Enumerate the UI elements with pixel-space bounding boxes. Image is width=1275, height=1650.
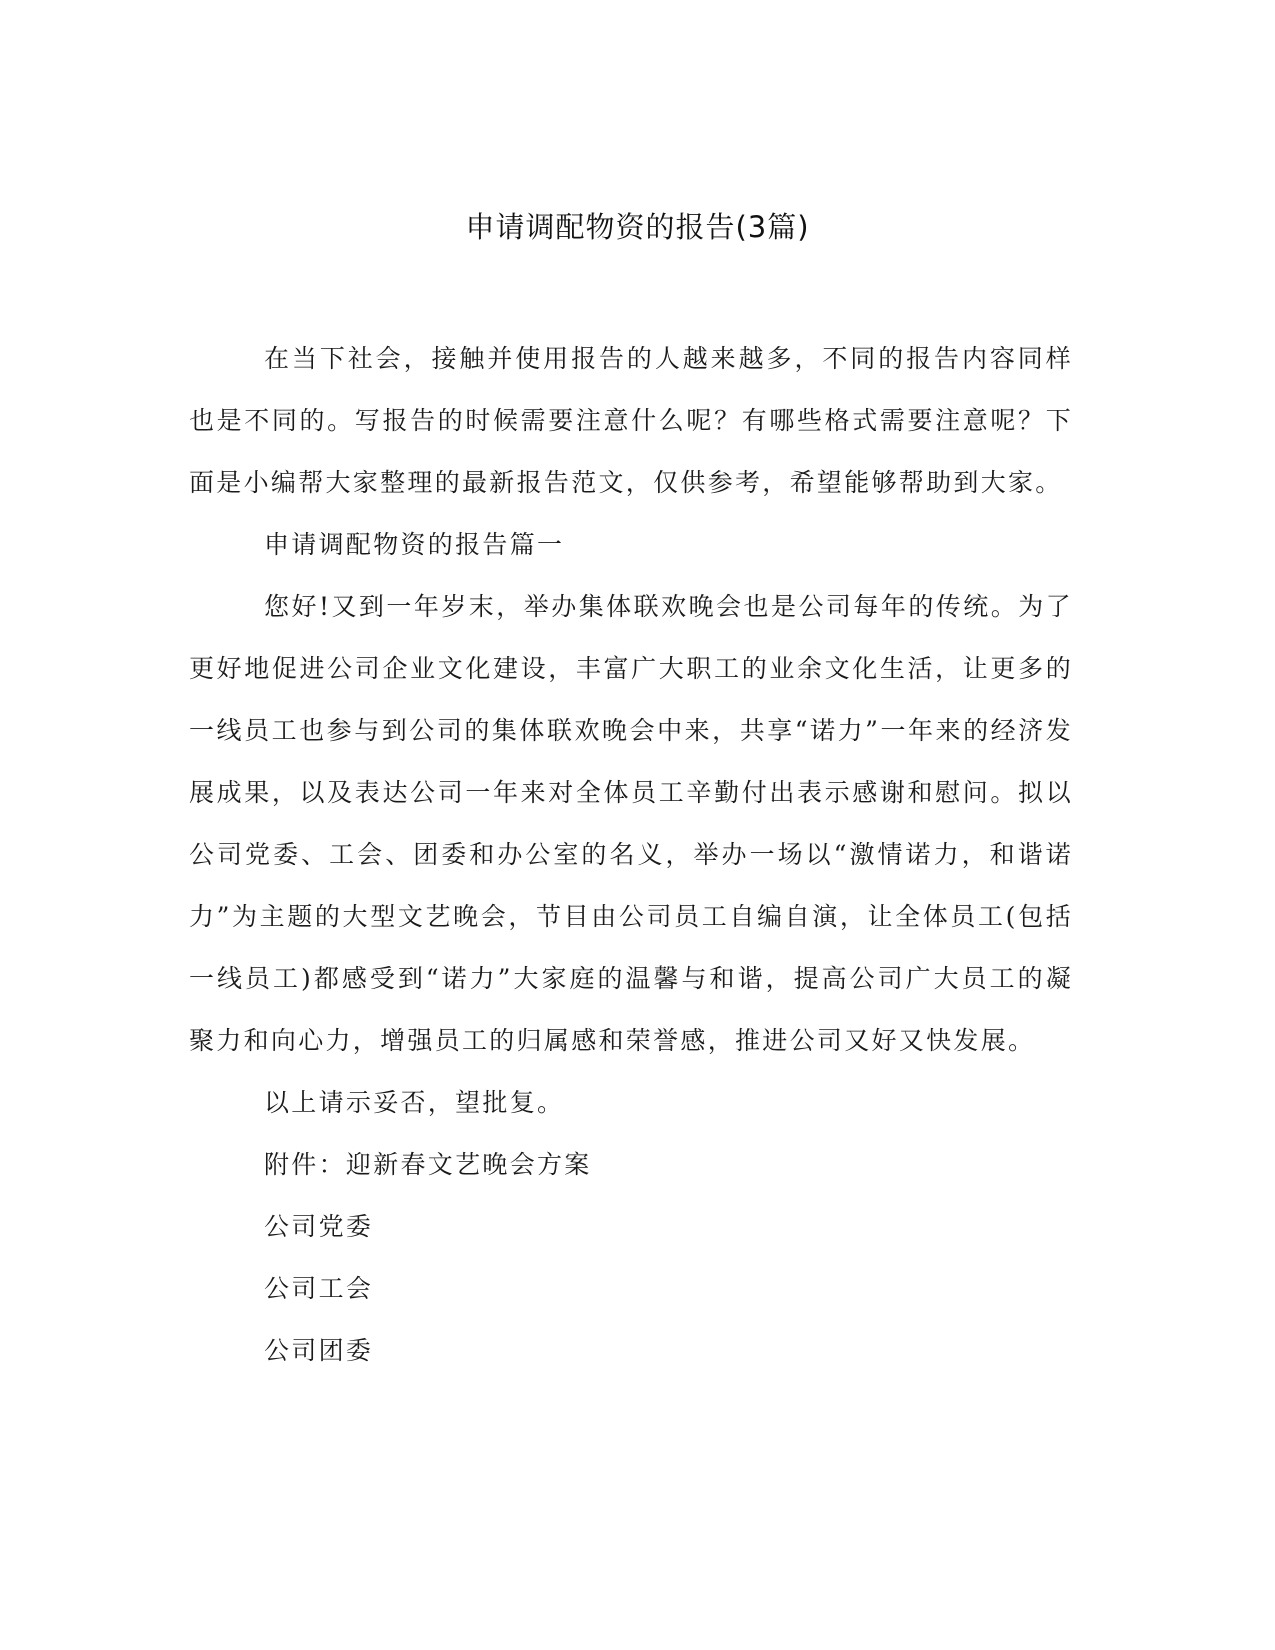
signatory-youth-league: 公司团委	[264, 1336, 374, 1365]
signatory-trade-union: 公司工会	[264, 1274, 374, 1303]
request-line: 以上请示妥否，望批复。	[264, 1088, 565, 1117]
section-heading: 申请调配物资的报告篇一	[264, 530, 565, 559]
main-paragraph: 您好!又到一年岁末，举办集体联欢晚会也是公司每年的传统。为了更好地促进公司企业文化建设，丰富广大职工的业余文化生活，让更多的一线员工也参与到公司的集体联欢晚会中来，共享“诺力”一年来的经济发展成果，以及表达公司一年来对全体员工辛勤付出表示感谢和慰问。拟以公司党委、工会、团委和办公室的名义，举办一场以“激情诺力，和谐诺力”为主题的大型文艺晚会，节目由公司员工自编自演，让全体员工(包括一线员工)都感受到“诺力”大家庭的温馨与和谐，提高公司广大员工的凝聚力和向心力，增强员工的归属感和荣誉感，推进公司又好又快发展。	[189, 592, 1073, 1055]
intro-paragraph: 在当下社会，接触并使用报告的人越来越多，不同的报告内容同样也是不同的。写报告的时候需要注意什么呢？有哪些格式需要注意呢？下面是小编帮大家整理的最新报告范文，仅供参考，希望能够帮助到大家。	[189, 344, 1073, 497]
signatory-party-committee: 公司党委	[264, 1212, 374, 1241]
document-body	[189, 328, 1073, 1382]
document-title: 申请调配物资的报告(3篇)	[465, 210, 810, 244]
attachment-line: 附件：迎新春文艺晚会方案	[264, 1150, 592, 1179]
